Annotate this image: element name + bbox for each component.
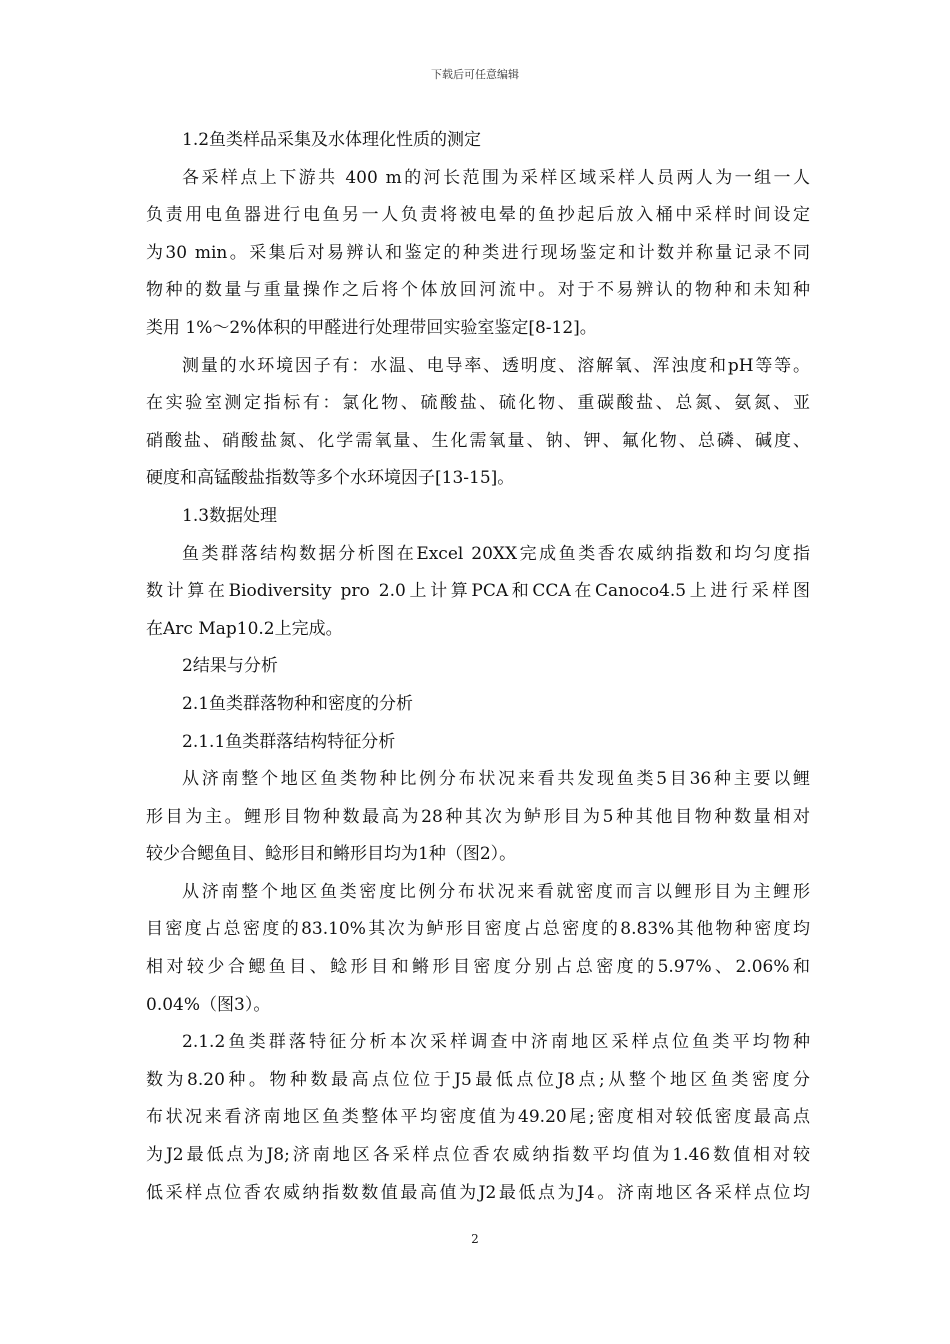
- text-line: 从济南整个地区鱼类物种比例分布状况来看共发现鱼类5目36种主要以鲤: [182, 769, 810, 790]
- text-line: 数计算在Biodiversity pro 2.0上计算PCA和CCA在Canoco4.5上进行采样图: [146, 581, 810, 602]
- text-line: 负责用电鱼器进行电鱼另一人负责将被电晕的鱼抄起后放入桶中采样时间设定: [146, 205, 810, 226]
- text-line: 低采样点位香农威纳指数数值最高值为J2最低点为J4。济南地区各采样点位均: [146, 1182, 810, 1203]
- text-line: 1.2鱼类样品采集及水体理化性质的测定: [182, 130, 482, 150]
- text-line: 硬度和高锰酸盐指数等多个水环境因子[13-15]。: [146, 468, 515, 489]
- text-line: 测量的水环境因子有：水温、电导率、透明度、溶解氧、浑浊度和pH等等。: [182, 355, 810, 376]
- text-line: 2结果与分析: [182, 656, 278, 677]
- text-line: 类用 1%～2%体积的甲醛进行处理带回实验室鉴定[8-12]。: [146, 317, 597, 338]
- page-header: 下载后可任意编辑: [431, 68, 519, 81]
- text-line: 较少合鳃鱼目、鲶形目和鳉形目均为1种（图2）。: [146, 844, 517, 865]
- text-line: 鱼类群落结构数据分析图在Excel 20XX完成鱼类香农威纳指数和均匀度指: [182, 543, 810, 564]
- text-line: 为J2最低点为J8;济南地区各采样点位香农威纳指数平均值为1.46数值相对较: [146, 1145, 810, 1166]
- page-number: 2: [471, 1232, 479, 1246]
- text-line: 从济南整个地区鱼类密度比例分布状况来看就密度而言以鲤形目为主鲤形: [182, 881, 810, 902]
- text-line: 2.1鱼类群落物种和密度的分析: [182, 693, 414, 714]
- text-line: 物种的数量与重量操作之后将个体放回河流中。对于不易辨认的物种和未知种: [146, 280, 810, 301]
- text-line: 为30 min。采集后对易辨认和鉴定的种类进行现场鉴定和计数并称量记录不同: [146, 242, 810, 263]
- text-line: 数为8.20种。物种数最高点位位于J5最低点位J8点;从整个地区鱼类密度分: [146, 1069, 810, 1090]
- document-body: [146, 122, 810, 1212]
- text-line: 硝酸盐、硝酸盐氮、化学需氧量、生化需氧量、钠、钾、氟化物、总磷、碱度、: [146, 430, 810, 451]
- text-line: 相对较少合鳃鱼目、鲶形目和鳉形目密度分别占总密度的5.97%、2.06%和: [146, 957, 810, 978]
- text-line: 各采样点上下游共 400 m的河长范围为采样区域采样人员两人为一组一人: [182, 167, 810, 188]
- text-line: 布状况来看济南地区鱼类整体平均密度值为49.20尾;密度相对较低密度最高点: [146, 1107, 810, 1128]
- text-line: 形目为主。鲤形目物种数最高为28种其次为鲈形目为5种其他目物种数量相对: [146, 806, 810, 827]
- text-line: 0.04%（图3）。: [146, 994, 271, 1015]
- text-line: 2.1.2鱼类群落特征分析本次采样调查中济南地区采样点位鱼类平均物种: [182, 1032, 810, 1053]
- text-line: 2.1.1鱼类群落结构特征分析: [182, 731, 396, 752]
- text-line: 1.3数据处理: [182, 505, 278, 526]
- text-line: 在Arc Map10.2上完成。: [146, 618, 343, 639]
- text-line: 目密度占总密度的83.10%其次为鲈形目密度占总密度的8.83%其他物种密度均: [146, 919, 810, 940]
- text-line: 在实验室测定指标有：氯化物、硫酸盐、硫化物、重碳酸盐、总氮、氨氮、亚: [146, 393, 810, 414]
